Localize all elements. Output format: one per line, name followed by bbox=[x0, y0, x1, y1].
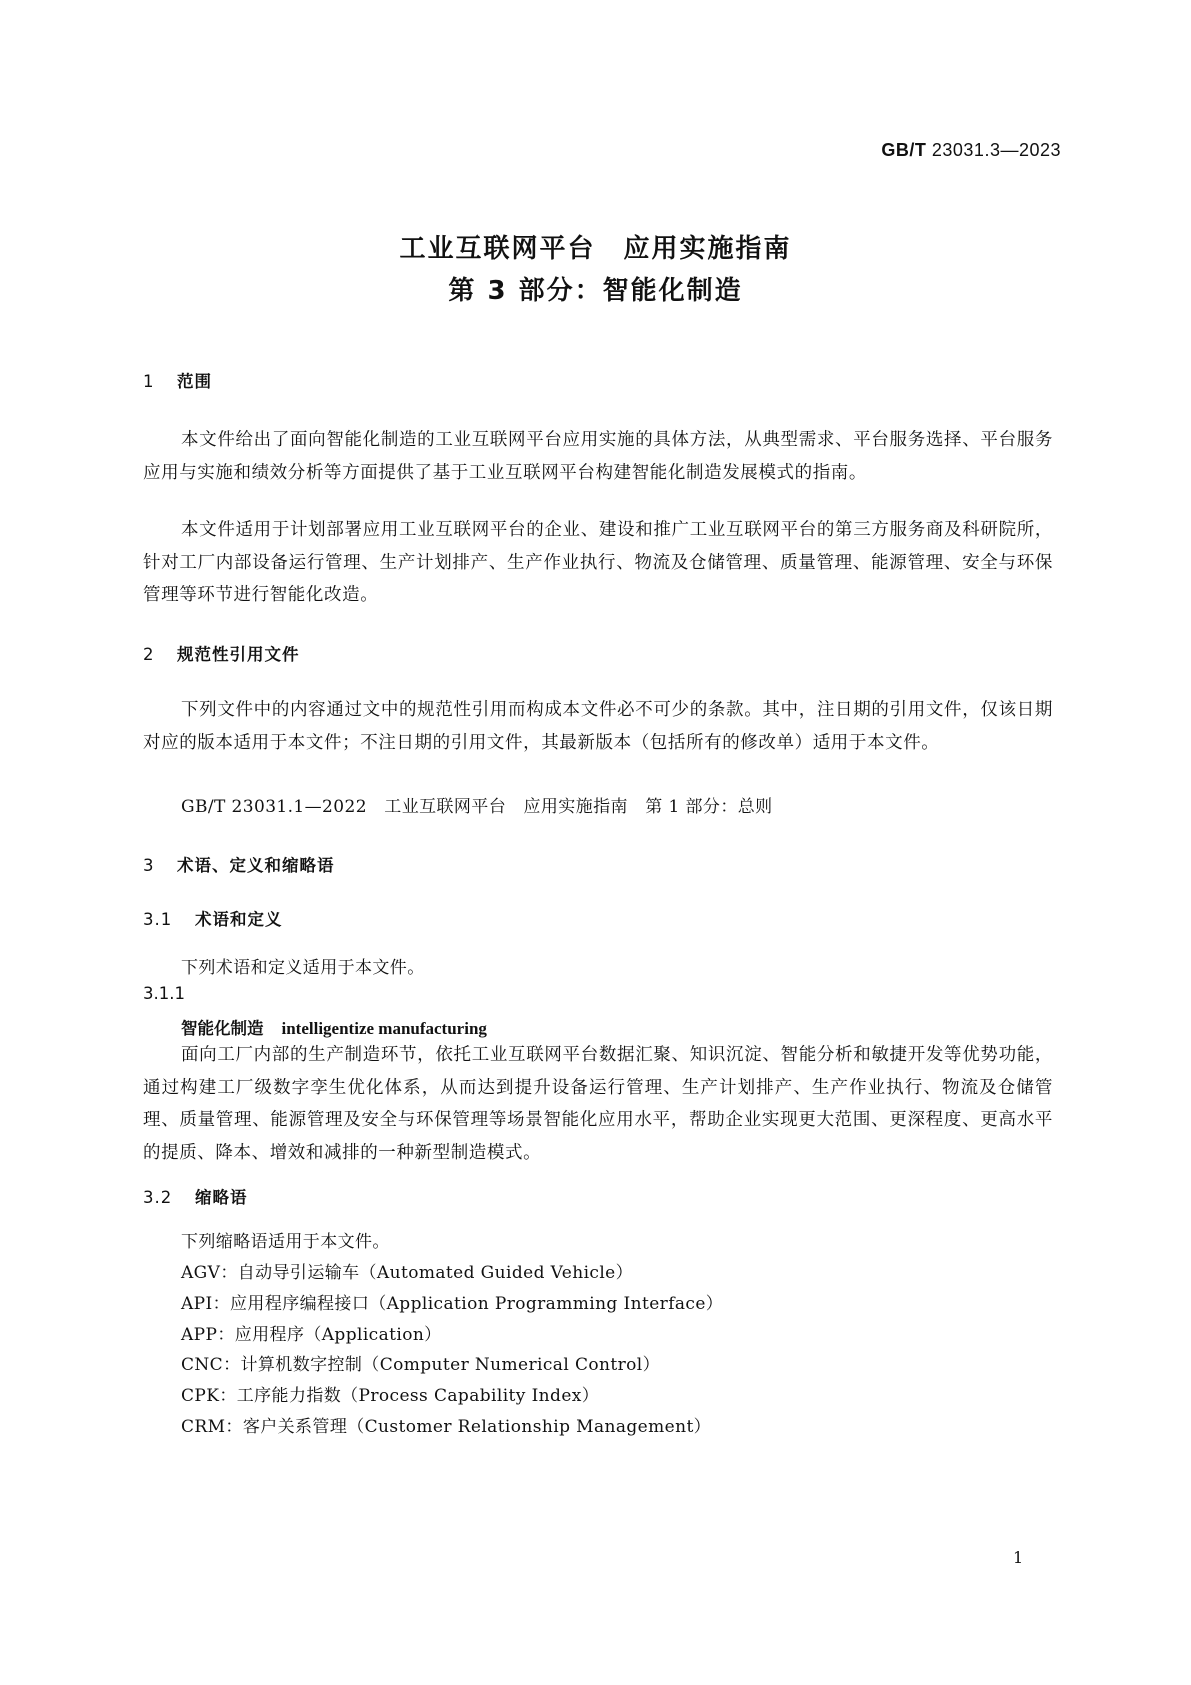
section-2-heading bbox=[143, 641, 300, 665]
section-3-heading bbox=[143, 852, 335, 876]
normative-reference: GB/T 23031.1—2022 工业互联网平台 应用实施指南 第 1 部分：总则 bbox=[181, 797, 773, 817]
abbr-item-agv: AGV：自动导引运输车（Automated Guided Vehicle） bbox=[181, 1263, 634, 1283]
section-title: 术语、定义和缩略语 bbox=[177, 856, 335, 875]
doc-title-line1: 工业互联网平台 应用实施指南 bbox=[399, 234, 792, 264]
section-3-2-heading bbox=[143, 1184, 248, 1208]
abbr-item-cpk: CPK：工序能力指数（Process Capability Index） bbox=[181, 1386, 600, 1406]
section-title: 范围 bbox=[177, 372, 212, 391]
term-definition: 面向工厂内部的生产制造环节，依托工业互联网平台数据汇聚、知识沉淀、智能分析和敏捷开发等优势功能，通过构建工厂级数字孪生优化体系，从而达到提升设备运行管理、生产计划排产、生产作业执行、物流及仓储管理、质量管理、能源管理及安全与环保管理等场景智能化应用水平，帮助企业实现更大范围、更深程度、更高水平的提质、降本、增效和减排的一种新型制造模式。 bbox=[143, 1045, 1053, 1163]
doc-title-line2: 第 3 部分：智能化制造 bbox=[448, 276, 743, 306]
section-number: 1 bbox=[143, 372, 155, 391]
term-number: 3.1.1 bbox=[143, 984, 185, 1003]
abbr-intro: 下列缩略语适用于本文件。 bbox=[181, 1232, 390, 1252]
section-3-1-heading bbox=[143, 906, 283, 930]
abbr-item-api: API：应用程序编程接口（Application Programming Interface） bbox=[181, 1294, 724, 1314]
section-1-paragraph-2: 本文件适用于计划部署应用工业互联网平台的企业、建设和推广工业互联网平台的第三方服务商及科研院所，针对工厂内部设备运行管理、生产计划排产、生产作业执行、物流及仓储管理、质量管理、能源管理、安全与环保管理等环节进行智能化改造。 bbox=[143, 520, 1053, 605]
abbr-item-cnc: CNC：计算机数字控制（Computer Numerical Control） bbox=[181, 1355, 660, 1375]
standard-number bbox=[881, 140, 1061, 161]
section-1-paragraph-1: 本文件给出了面向智能化制造的工业互联网平台应用实施的具体方法，从典型需求、平台服务选择、平台服务应用与实施和绩效分析等方面提供了基于工业互联网平台构建智能化制造发展模式的指南。 bbox=[143, 430, 1053, 483]
terms-intro: 下列术语和定义适用于本文件。 bbox=[181, 958, 425, 978]
section-number: 2 bbox=[143, 645, 155, 664]
page-number: 1 bbox=[1013, 1548, 1024, 1567]
section-title: 术语和定义 bbox=[195, 910, 283, 929]
abbr-item-app: APP：应用程序（Application） bbox=[181, 1325, 442, 1345]
term-english: intelligentize manufacturing bbox=[281, 1019, 487, 1038]
standard-code: 23031.3—2023 bbox=[931, 140, 1061, 160]
section-number: 3.1 bbox=[143, 910, 173, 929]
term-entry bbox=[181, 1015, 487, 1039]
section-1-heading bbox=[143, 368, 212, 392]
section-2-paragraph-1: 下列文件中的内容通过文中的规范性引用而构成本文件必不可少的条款。其中，注日期的引用文件，仅该日期对应的版本适用于本文件；不注日期的引用文件，其最新版本（包括所有的修改单）适用于本文件。 bbox=[143, 700, 1053, 753]
section-title: 规范性引用文件 bbox=[177, 645, 300, 664]
standard-prefix: GB/T bbox=[881, 140, 927, 160]
abbr-item-crm: CRM：客户关系管理（Customer Relationship Management） bbox=[181, 1417, 712, 1437]
term-chinese: 智能化制造 bbox=[181, 1019, 264, 1038]
section-title: 缩略语 bbox=[195, 1188, 248, 1207]
section-number: 3 bbox=[143, 856, 155, 875]
section-number: 3.2 bbox=[143, 1188, 173, 1207]
